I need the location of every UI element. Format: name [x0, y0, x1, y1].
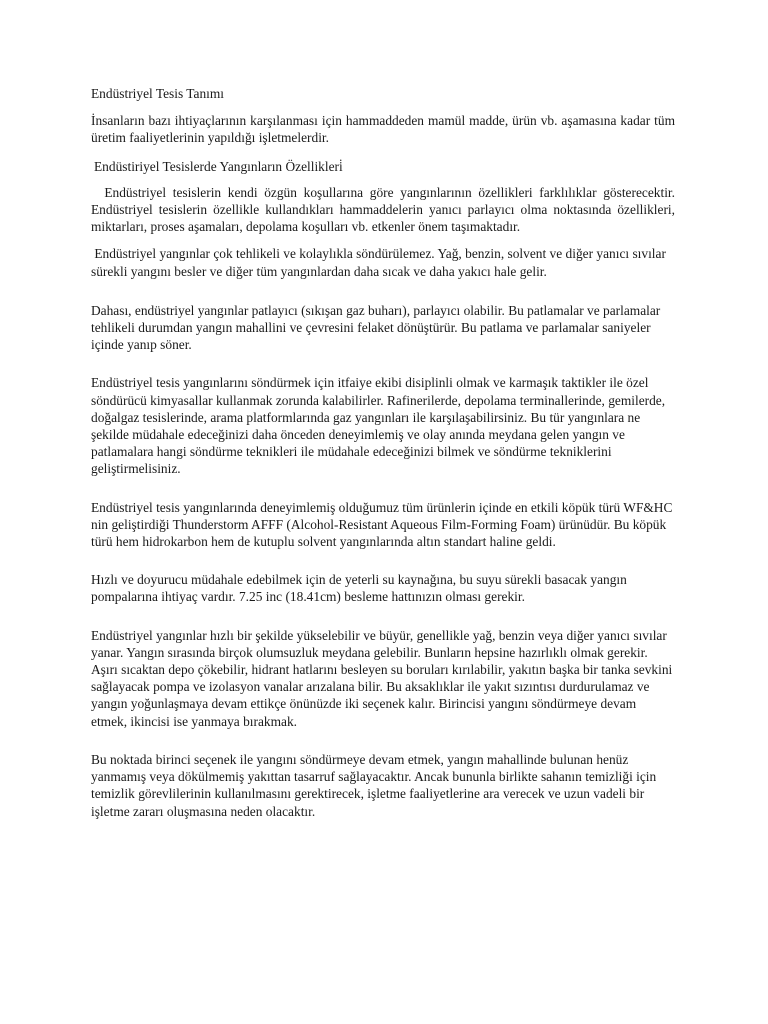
paragraph-3: Dahası, endüstriyel yangınlar patlayıcı (sıkışan gaz buharı), parlayıcı olabilir. Bu patlamalar ve parlamalar tehlikeli durumdan yangın mahallini ve çevresini felaket dönüştürür. Bu patlama ve parlamalar saniyeler içinde yanıp söner. [91, 302, 661, 353]
section-subtitle: Endüstiriyel Tesislerde Yangınların Özellikleri̇ [94, 158, 343, 174]
paragraph-8: Bu noktada birinci seçenek ile yangını söndürmeye devam etmek, yangın mahallinde bulunan henüz yanmamış veya dökülmemiş yakıttan tasarruf sağlayacaktır. Ancak bununla birlikte sahanın temizliği için temizlik görevlilerinin kullanılmasını gerektirecek, işletme faaliyetlerine ara verecek ve uzun vadeli bir işletme zararı oluşmasına neden olacaktır. [91, 751, 657, 819]
paragraph-1-text: Endüstriyel tesislerin kendi özgün koşullarına göre yangınlarının özellikleri farklılıklar gösterecektir. Endüstriyel tesislerin özellikle kullandıkları hammaddelerin yanıcı parlayıcı olma noktasında özellikleri, miktarları, proses aşamaları, depolama koşulları vb. etkenler önem taşımaktadır. [91, 184, 675, 235]
paragraph-7: Endüstriyel yangınlar hızlı bir şekilde yükselebilir ve büyür, genellikle yağ, benzin veya diğer yanıcı sıvılar yanar. Yangın sırasında birçok olumsuzluk meydana gelebilir. Bunların hepsine hazırlıklı olmak gerekir. Aşırı sıcaktan depo çökebilir, hidrant hatlarını besleyen su boruları kırılabilir, yakıtın başka bir tanka sevkini sağlayacak pompa ve izolasyon vanalar arızalana bilir. Bu aksaklıklar ile yakıt sızıntısı durdurulamaz ve yangın yoğunlaşmaya devam ettikçe önünüzde iki seçenek kalır. Birincisi yangını söndürmeye devam etmek, ikincisi ise yanmaya bırakmak. [91, 627, 673, 729]
paragraph-1 [91, 184, 675, 236]
intro-paragraph: İnsanların bazı ihtiyaçlarının karşılanması için hammaddeden mamül madde, ürün vb. aşamasına kadar tüm üretim faaliyetlerinin yapıldığı işletmelerdir. [91, 113, 675, 146]
paragraph-5: Endüstriyel tesis yangınlarında deneyimlemiş olduğumuz tüm ürünlerin içinde en etkili köpük türü WF&HC nin geliştirdiği Thunderstorm AFFF (Alcohol-Resistant Aqueous Film-Forming Foam) ürünüdür. Bu köpük türü hem hidrokarbon hem de kutuplu solvent yangınlarında altın standart haline geldi. [91, 499, 673, 550]
document-page [91, 85, 675, 820]
paragraph-2-text: Endüstriyel yangınlar çok tehlikeli ve kolaylıkla söndürülemez. Yağ, benzin, solvent ve diğer yanıcı sıvılar sürekli yangını besler ve diğer tüm yangınlardan daha sıcak ve daha yakıcı hale gelir. [91, 246, 666, 279]
paragraph-6: Hızlı ve doyurucu müdahale edebilmek için de yeterli su kaynağına, bu suyu sürekli basacak yangın pompalarına ihtiyaç vardır. 7.25 inc (18.41cm) besleme hattınızın olması gerekir. [91, 572, 627, 605]
paragraph-2 [91, 245, 675, 279]
document-title: Endüstriyel Tesis Tanımı [91, 86, 225, 101]
paragraph-4: Endüstriyel tesis yangınlarını söndürmek için itfaiye ekibi disiplinli olmak ve karmaşık taktikler ile özel söndürücü kimyasallar kullanmak zorunda kalabilirler. Rafinerilerde, depolama terminallerinde, gemilerde, doğalgaz tesislerinde, arama platformlarında gaz yangınları ile karşılaşabilirsiniz. Bu tür yangınlara ne şekilde müdahale edeceğinizi daha önceden deneyimlemiş ve olay anında meydana gelen yangın ve patlamalara hangi söndürme teknikleri ile müdahale edeceğinizi bilmek ve söndürme tekniklerini geliştirmelisiniz. [91, 375, 666, 477]
